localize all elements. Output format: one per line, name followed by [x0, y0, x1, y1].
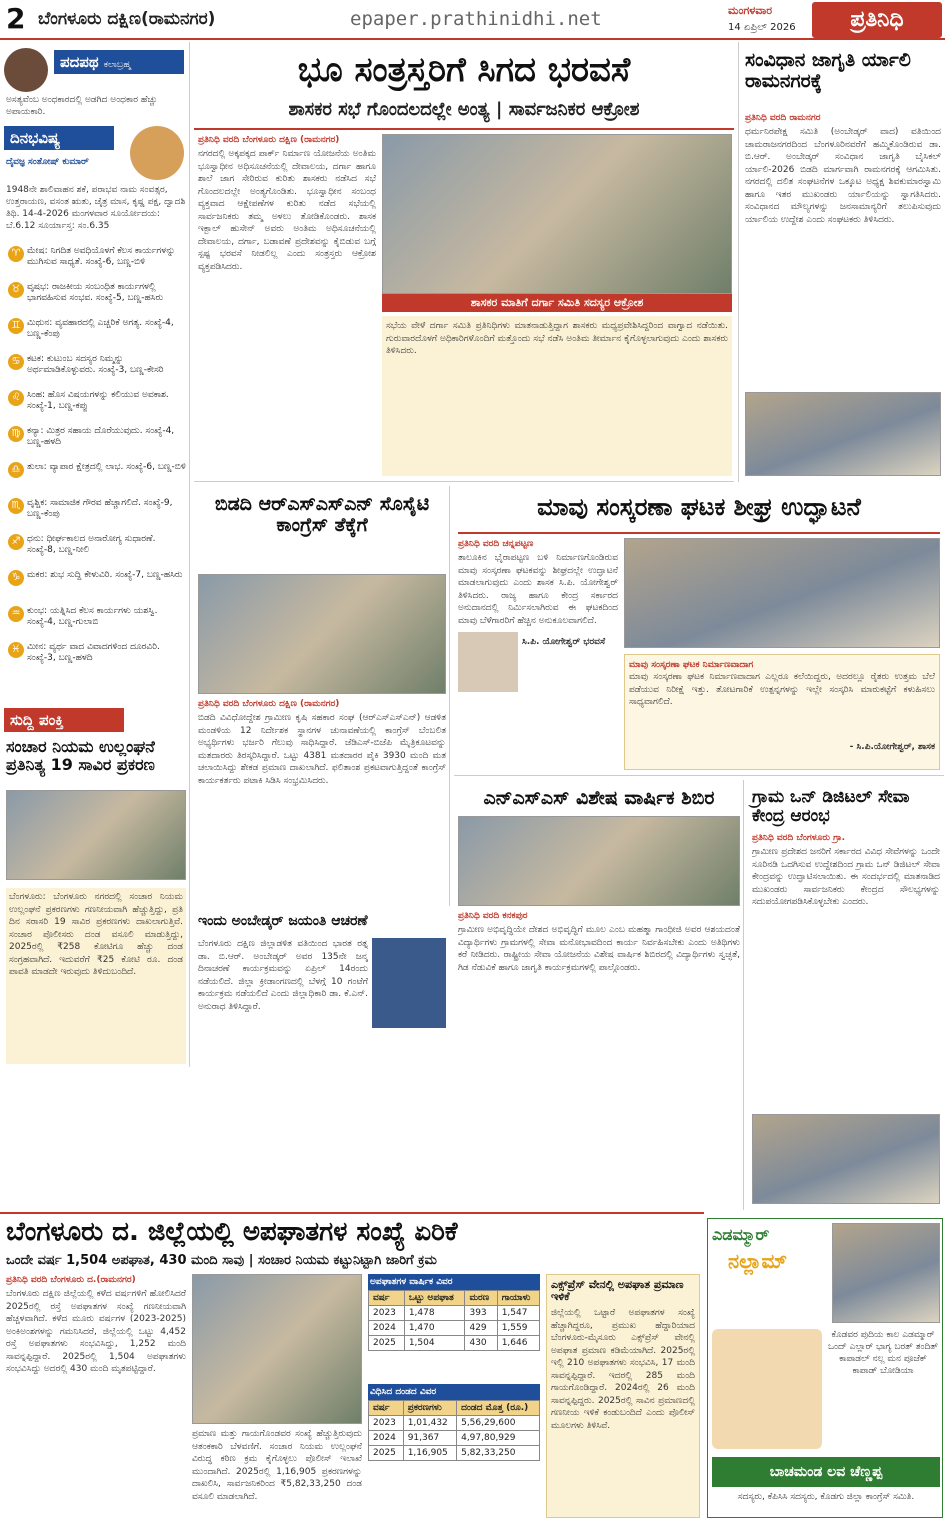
- sign-text: ಧನು: ಧೀರ್ಘಕಾಲದ ಅನಾರೋಗ್ಯ ಸುಧಾರಣೆ. ಸಂಖ್ಯೆ-8, ಬಣ್ಣ-ನೀಲಿ: [27, 534, 156, 555]
- zodiac-icon: ♒: [8, 606, 24, 622]
- rally-photo: [745, 392, 941, 476]
- page-number: 2: [6, 2, 26, 35]
- table-cell: 430: [465, 1336, 497, 1351]
- mavu-headline: ಮಾವು ಸಂಸ್ಕರಣಾ ಘಟಕ ಶೀಘ್ರ ಉದ್ಘಾಟನೆ: [537, 493, 861, 521]
- accident-headline: ಬೆಂಗಳೂರು ದ. ಜಿಲ್ಲೆಯಲ್ಲಿ ಅಪಘಾತಗಳ ಸಂಖ್ಯೆ ಏರಿಕೆ: [6, 1217, 458, 1247]
- sign-text: ಸಿಂಹ: ಹೊಸ ವಿಷಯಗಳನ್ನು ಕಲಿಯುವ ಅವಕಾಶ. ಸಂಖ್ಯೆ-1, ಬಣ್ಣ-ಕಪ್ಪು: [27, 390, 169, 411]
- sign-item: [8, 606, 186, 634]
- zodiac-icon: ♑: [8, 570, 24, 586]
- annual-table: [368, 1290, 540, 1351]
- section-title: ಬೆಂಗಳೂರು ದಕ್ಷಿಣ(ರಾಮನಗರ): [38, 9, 216, 29]
- sign-item: [8, 426, 186, 454]
- sign-text: ವೃಷಭ: ರಾಜಕೀಯ ಸಂಬಂಧಿತ ಕಾರ್ಯಗಳಲ್ಲಿ ಭಾಗವಹಿಸುವ ಸಂಭವ. ಸಂಖ್ಯೆ-5, ಬಣ್ಣ-ಹಸಿರು: [27, 282, 164, 303]
- nss-photo: [458, 816, 740, 906]
- mavu-quote-author: - ಸಿ.ಪಿ.ಯೋಗೇಶ್ವರ್, ಶಾಸಕ: [849, 742, 935, 752]
- zodiac-icon: ♍: [8, 426, 24, 442]
- nss-headline: ಎನ್‌ಎಸ್‌ಎಸ್ ವಿಶೇಷ ವಾರ್ಷಿಕ ಶಿಬಿರ: [483, 787, 715, 809]
- table-cell: 5,56,29,600: [457, 1416, 540, 1431]
- table-header-cell: ಪ್ರಕರಣಗಳು: [403, 1401, 456, 1416]
- panchanga-info: 1948ನೇ ಶಾಲಿವಾಹನ ಶಕೆ, ಪರಾಭವ ನಾಮ ಸಂವತ್ಸರ, ಉತ್ತರಾಯಣ, ವಸಂತ ಋತು, ಚೈತ್ರ ಮಾಸ, ಕೃಷ್ಣ ಪಕ್ಷ, ದ್ವಾದಶಿ ತಿಥಿ. 14-4-2026 ಮಂಗಳವಾರ ಸೂರ್ಯೋದಯ: ಬೆ.6.12 ಸೂರ್ಯಾಸ್ತ: ಸಂ.6.35: [6, 185, 186, 231]
- table-row: [369, 1446, 540, 1461]
- sign-text: ವೃಶ್ಚಿಕ: ಸಾಮಾಜಿಕ ಗೌರವ ಹೆಚ್ಚಾಗಲಿದೆ. ಸಂಖ್ಯೆ-9, ಬಣ್ಣ-ಕೆಂಪು: [27, 498, 173, 519]
- avatar: [4, 48, 48, 92]
- advertisement[interactable]: [707, 1218, 943, 1518]
- bidadi-body: ಬಿಡದಿ ವಿವಿಧೋದ್ದೇಶ ಗ್ರಾಮೀಣ ಕೃಷಿ ಸಹಕಾರ ಸಂಘ (ಆರ್‌ಎಸ್‌ಎಸ್‌ಎನ್) ಆಡಳಿತ ಮಂಡಳಿಯ 12 ನಿರ್ದೇಶಕ ಸ್ಥಾನಗಳ ಚುನಾವಣೆಯಲ್ಲಿ ಕಾಂಗ್ರೆಸ್ ಬೆಂಬಲಿತ ಅಭ್ಯರ್ಥಿಗಳು ಭರ್ಜರಿ ಗೆಲುವು ಸಾಧಿಸಿದ್ದಾರೆ. ಜೆಡಿಎಸ್-ಬಿಜೆಪಿ ಮೈತ್ರಿಕೂಟವನ್ನು ಮತದಾರರು ತಿರಸ್ಕರಿಸಿದ್ದಾರೆ. ಒಟ್ಟು 4381 ಮತದಾರರ ಪೈಕಿ 3930 ಮಂದಿ ಮತ ಚಲಾಯಿಸಿದ್ದು ಶೇಕಡ ಪ್ರಮಾಣ ದಾಖಲಾಗಿದೆ. ಫಲಿತಾಂಶ ಪ್ರಕಟವಾಗುತ್ತಿದ್ದಂತೆ ಕಾಂಗ್ರೆಸ್ ಕಾರ್ಯಕರ್ತರು ಪಟಾಕಿ ಸಿಡಿಸಿ ಸಂಭ್ರಮಿಸಿದರು.: [198, 713, 446, 786]
- mavu-quote: ಮಾವು ಸಂಸ್ಕರಣಾ ಘಟಕ ನಿರ್ಮಾಣವಾದಾಗ ಎಲ್ಲರೂ ಕಲೆಯಿದ್ದರು, ಅದರಲ್ಲೂ ರೈತರು ಉತ್ತಮ ಬೆಲೆ ಪಡೆಯುವ ನಿರೀಕ್ಷೆ ಇತ್ತು. ತೋಟಗಾರಿಕೆ ಉತ್ಪನ್ನಗಳನ್ನು ಇಲ್ಲೇ ಸಂಸ್ಕರಿಸಿ ಮಾರುಕಟ್ಟೆಗೆ ಕಳುಹಿಸಲು ಸಾಧ್ಯವಾಗಲಿದೆ.: [629, 672, 935, 707]
- expressway-title: ಎಕ್ಸ್‌ಪ್ರೆಸ್ ವೇನಲ್ಲಿ ಅಪಘಾತ ಪ್ರಮಾಣ ಇಳಿಕೆ: [551, 1278, 684, 1304]
- table-cell: 1,646: [497, 1336, 539, 1351]
- table-cell: 393: [465, 1306, 497, 1321]
- bidadi-headline: ಬಿಡದಿ ಆರ್‌ಎಸ್‌ಎಸ್‌ಎನ್ ಸೊಸೈಟಿ ಕಾಂಗ್ರೆಸ್ ತೆಕ್ಕೆಗೆ: [214, 493, 430, 536]
- zodiac-icon: ♋: [8, 354, 24, 370]
- padapatha-text: ಅಸತ್ಯವೆಂಬ ಅಂಧಕಾರದಲ್ಲಿ ಅಡಗಿದ ಅಂಧಕಾರ ಹೆಚ್ಚು ಅಪಾಯಕಾರಿ.: [6, 95, 158, 117]
- table-row: [369, 1306, 540, 1321]
- table-row: [369, 1321, 540, 1336]
- sign-item: [8, 570, 186, 598]
- table-cell: 2024: [369, 1431, 404, 1446]
- accident-subhead: ಒಂದೇ ವರ್ಷ 1,504 ಅಪಘಾತ, 430 ಮಂದಿ ಸಾವು | ಸಂಚಾರ ನಿಯಮ ಕಟ್ಟುನಿಟ್ಟಾಗಿ ಜಾರಿಗೆ ಕ್ರಮ: [6, 1253, 437, 1268]
- lead-byline: ಪ್ರತಿನಿಧಿ ವರದಿ ಬೆಂಗಳೂರು ದಕ್ಷಿಣ (ರಾಮನಗರ): [198, 135, 340, 145]
- left-column: [0, 42, 190, 1067]
- sign-text: ಕುಂಭ: ಯತ್ನಿಸಿದ ಕೆಲಸ ಕಾರ್ಯಗಳು ಯಶಸ್ವಿ. ಸಂಖ್ಯೆ-4, ಬಣ್ಣ-ಗುಲಾಬಿ: [27, 606, 158, 627]
- sign-text: ಮೀನ: ವ್ಯರ್ಥ ವಾದ ವಿವಾದಗಳಿಂದ ದೂರವಿರಿ. ಸಂಖ್ಯೆ-3, ಬಣ್ಣ-ಹಳದಿ: [27, 642, 160, 663]
- mavu-byline: ಪ್ರತಿನಿಧಿ ವರದಿ ಚನ್ನಪಟ್ಟಣ: [458, 539, 534, 549]
- yogeshwar-photo: [458, 632, 518, 692]
- suddi-box: [0, 708, 190, 1068]
- padapatha-subtitle: ಕಲಾಬ್ರಹ್ಮ: [103, 60, 131, 70]
- table-cell: 1,16,905: [403, 1446, 456, 1461]
- ambedkar-story: [194, 910, 450, 1210]
- table-cell: 2023: [369, 1416, 404, 1431]
- ad-name: ಬಾಚಮಂಡ ಲವ ಚೆಣ್ಣಪ್ಪ: [712, 1457, 940, 1487]
- samvidhana-body: ಧರ್ಮನಿರಪೇಕ್ಷ ಸಮಿತಿ (ಅಂಬೇಡ್ಕರ್ ವಾದ) ವತಿಯಿಂದ ಚಾಮರಾಜನಗರದಿಂದ ಬೆಂಗಳೂರಿನವರೆಗೆ ಹಮ್ಮಿಕೊಂಡಿರುವ ಡಾ. ಬಿ.ಆರ್. ಅಂಬೇಡ್ಕರ್ ಸಂವಿಧಾನ ಜಾಗೃತಿ ಬೈಸಿಕಲ್ ರ್ಯಾಲಿ-2026 ಬಿಡದಿ ಮಾರ್ಗವಾಗಿ ರಾಮನಗರಕ್ಕೆ ಆಗಮಿಸಿತು. ನಗರದಲ್ಲಿ ದಲಿತ ಸಂಘಟನೆಗಳ ಒಕ್ಕೂಟ ಅಧ್ಯಕ್ಷ ಶಿವಕುಮಾರಸ್ವಾಮಿ ಹಾಗೂ ಇತರ ಮುಖಂಡರು ರ್ಯಾಲಿಯನ್ನು ಸ್ವಾಗತಿಸಿದರು. ಸಂವಿಧಾನದ ಮೌಲ್ಯಗಳನ್ನು ಜನಸಾಮಾನ್ಯರಿಗೆ ತಲುಪಿಸುವುದು ರ್ಯಾಲಿಯ ಉದ್ದೇಶ ಎಂದು ಸಂಘಟಕರು ತಿಳಿಸಿದರು.: [745, 127, 941, 225]
- grama-byline: ಪ್ರತಿನಿಧಿ ವರದಿ ಬೆಂಗಳೂರು ಗ್ರಾ.: [752, 833, 845, 843]
- table-cell: 1,547: [497, 1306, 539, 1321]
- mavu-quote-title: ಮಾವು ಸಂಸ್ಕರಣಾ ಘಟಕ ನಿರ್ಮಾಣವಾದಾಗ: [629, 660, 754, 670]
- expressway-body: ಜಿಲ್ಲೆಯಲ್ಲಿ ಒಟ್ಟಾರೆ ಅಪಘಾತಗಳ ಸಂಖ್ಯೆ ಹೆಚ್ಚಾಗಿದ್ದರೂ, ಪ್ರಮುಖ ಹೆದ್ದಾರಿಯಾದ ಬೆಂಗಳೂರು-ಮೈಸೂರು ಎಕ್ಸ್‌ಪ್ರೆಸ್ ವೇನಲ್ಲಿ ಅಪಘಾತ ಪ್ರಮಾಣ ಕಡಿಮೆಯಾಗಿದೆ. 2025ರಲ್ಲಿ ಇಲ್ಲಿ 210 ಅಪಘಾತಗಳು ಸಂಭವಿಸಿ, 17 ಮಂದಿ ಸಾವನ್ನಪ್ಪಿದ್ದಾರೆ. ಇದರಲ್ಲಿ 285 ಮಂದಿ ಗಾಯಗೊಂಡಿದ್ದಾರೆ. 2024ರಲ್ಲಿ 26 ಮಂದಿ ಸಾವನ್ನಪ್ಪಿದ್ದರು. 2025ರಲ್ಲಿ ಸಾವಿನ ಪ್ರಮಾಣದಲ್ಲಿ ಗಣನೀಯ ಇಳಿಕೆ ಕಂಡುಬಂದಿದೆ ಎಂದು ಪೊಲೀಸ್ ಮೂಲಗಳು ತಿಳಿಸಿವೆ.: [551, 1308, 695, 1431]
- day: ಮಂಗಳವಾರ: [728, 4, 773, 17]
- zodiac-icon: ♓: [8, 642, 24, 658]
- samvidhana-byline: ಪ್ರತಿನಿಧಿ ವರದಿ ರಾಮನಗರ: [745, 113, 821, 123]
- table-cell: 1,470: [404, 1321, 465, 1336]
- samvidhana-headline: ಸಂವಿಧಾನ ಜಾಗೃತಿ ರ್ಯಾಲಿ ರಾಮನಗರಕ್ಕೆ: [745, 49, 911, 92]
- table-row: [369, 1416, 540, 1431]
- table-row: [369, 1431, 540, 1446]
- fine-table: [368, 1400, 540, 1461]
- mavu-photo: [624, 538, 940, 648]
- sign-text: ಕಟಕ: ಕುಟುಂಬ ಸದಸ್ಯರ ನಿಮ್ಮನ್ನು ಅರ್ಥಮಾಡಿಕೊಳ್ಳುವರು. ಸಂಖ್ಯೆ-3, ಬಣ್ಣ-ಕೇಸರಿ: [27, 354, 164, 375]
- padapatha-box: [0, 42, 190, 122]
- lead-story: [194, 42, 734, 482]
- sign-text: ಮೇಷ: ನಿಗದಿತ ಅವಧಿಯೊಳಗೆ ಕೆಲಸ ಕಾರ್ಯಗಳನ್ನು ಮುಗಿಸುವ ಸಾಧ್ಯತೆ. ಸಂಖ್ಯೆ-6, ಬಣ್ಣ-ಬಿಳಿ: [27, 246, 176, 267]
- dinabhavishya-box: [0, 124, 190, 744]
- sign-text: ಮಕರ: ಶುಭ ಸುದ್ದಿ ಕೇಳುವಿರಿ. ಸಂಖ್ಯೆ-7, ಬಣ್ಣ-ಹಸಿರು: [27, 570, 183, 580]
- zodiac-icon: ♊: [8, 318, 24, 334]
- annual-table-title: ಅಪಘಾತಗಳ ವಾರ್ಷಿಕ ವಿವರ: [368, 1274, 540, 1290]
- grama-headline: ಗ್ರಾಮ ಒನ್ ಡಿಜಿಟಲ್ ಸೇವಾ ಕೇಂದ್ರ ಆರಂಭ: [752, 787, 910, 826]
- table-header-cell: ದಂಡದ ಮೊತ್ತ (ರೂ.): [457, 1401, 540, 1416]
- ambedkar-body: ಬೆಂಗಳೂರು ದಕ್ಷಿಣ ಜಿಲ್ಲಾಡಳಿತ ವತಿಯಿಂದ ಭಾರತ ರತ್ನ ಡಾ. ಬಿ.ಆರ್. ಅಂಬೇಡ್ಕರ್ ಅವರ 135ನೇ ಜನ್ಮ ದಿನಾಚರಣೆ ಕಾರ್ಯಕ್ರಮವನ್ನು ಏಪ್ರಿಲ್ 14ರಂದು ನಡೆಯಲಿದೆ. ಜಿಲ್ಲಾ ಕ್ರೀಡಾಂಗಣದಲ್ಲಿ ಬೆಳಗ್ಗೆ 10 ಗಂಟೆಗೆ ಕಾರ್ಯಕ್ರಮ ನಡೆಯಲಿದೆ ಎಂದು ಜಿಲ್ಲಾಧಿಕಾರಿ ಡಾ. ಕೆ.ಎನ್. ಅನುರಾಧ ತಿಳಿಸಿದ್ದಾರೆ.: [198, 939, 368, 1012]
- zodiac-icon: ♈: [8, 246, 24, 262]
- sign-item: [8, 354, 186, 382]
- fine-table-box: [368, 1384, 540, 1461]
- zodiac-icon: ♌: [8, 390, 24, 406]
- zodiac-icon: ♉: [8, 282, 24, 298]
- date: 14 ಏಪ್ರಿಲ್ 2026: [728, 22, 796, 33]
- zodiac-icon: ♎: [8, 462, 24, 478]
- astrologer-name: ದೈವಜ್ಞ ಸಂತೋಷ್ ಕುಮಾರ್: [6, 157, 89, 167]
- traffic-photo: [6, 790, 186, 880]
- mavu-story: [454, 486, 944, 776]
- table-header-cell: ಗಾಯಾಳು: [497, 1291, 539, 1306]
- grama-photo: [752, 1114, 940, 1204]
- accident-byline: ಪ್ರತಿನಿಧಿ ವರದಿ ಬೆಂಗಳೂರು ದ.(ರಾಮನಗರ): [6, 1275, 136, 1285]
- lead-headline: ಭೂ ಸಂತ್ರಸ್ತರಿಗೆ ಸಿಗದ ಭರವಸೆ: [297, 50, 631, 90]
- annual-table-box: [368, 1274, 540, 1351]
- accident-illustration: [192, 1274, 362, 1424]
- lead-photo-caption: ಶಾಸಕರ ಮಾತಿಗೆ ದರ್ಗಾ ಸಮಿತಿ ಸದಸ್ಯರ ಆಕ್ರೋಶ: [382, 294, 732, 312]
- masthead-logo[interactable]: ಪ್ರತಿನಿಧಿ: [812, 2, 942, 38]
- sign-item: [8, 390, 186, 418]
- table-cell: 2025: [369, 1336, 405, 1351]
- ad-photo: [832, 1223, 940, 1323]
- astrologer-photo: [130, 126, 184, 180]
- table-cell: 4,97,80,929: [457, 1431, 540, 1446]
- dinabhavishya-title: ದಿನಭವಿಷ್ಯ: [4, 126, 114, 150]
- lead-body-2: ಸಭೆಯ ವೇಳೆ ದರ್ಗಾ ಸಮಿತಿ ಪ್ರತಿನಿಧಿಗಳು ಮಾತನಾಡುತ್ತಿದ್ದಾಗ ಶಾಸಕರು ಮಧ್ಯಪ್ರವೇಶಿಸಿದ್ದರಿಂದ ವಾಗ್ವಾದ ನಡೆಯಿತು. ಗುರುವಾರದೊಳಗೆ ಅಧಿಕಾರಿಗಳೊಂದಿಗೆ ಮತ್ತೊಂದು ಸಭೆ ನಡೆಸಿ ಅಂತಿಮ ತೀರ್ಮಾನ ಕೈಗೊಳ್ಳಲಾಗುವುದು ಎಂದು ಶಾಸಕರು ತಿಳಿಸಿದರು.: [382, 316, 732, 476]
- accident-story: [0, 1212, 704, 1519]
- ad-title-top: ಎಡಮ್ಮಾರ್: [712, 1225, 770, 1244]
- bidadi-photo: [198, 574, 446, 694]
- sign-text: ಮಿಥುನ: ವ್ಯವಹಾರದಲ್ಲಿ ಎಚ್ಚರಿಕೆ ಅಗತ್ಯ. ಸಂಖ್ಯೆ-4, ಬಣ್ಣ-ಕೆಂಪು: [27, 318, 174, 339]
- table-header-cell: ವರ್ಷ: [369, 1291, 405, 1306]
- fine-table-title: ವಿಧಿಸಿದ ದಂಡದ ವಿವರ: [368, 1384, 540, 1400]
- lead-body: ನಗರದಲ್ಲಿ ಅಕ್ಕಪಕ್ಕದ ಪಾರ್ಕ್ ನಿರ್ಮಾಣ ಯೋಜನೆಯ ಅಂತಿಮ ಭೂಸ್ವಾಧೀನ ಅಧಿಸೂಚನೆಯಲ್ಲಿ ದೇವಾಲಯ, ದರ್ಗಾ ಹಾಗೂ ಶಾಲೆ ಜಾಗ ಸೇರಿರುವ ಕುರಿತು ಶಾಸಕರು ನಡೆಸಿದ ಸಭೆ ಗೊಂದಲದಲ್ಲೇ ಅಂತ್ಯಗೊಂಡಿತು. ಭೂಸ್ವಾಧೀನ ಸಂಬಂಧ ವ್ಯಕ್ತವಾದ ಆಕ್ಷೇಪಣೆಗಳ ಕುರಿತು ನಡೆದ ಸಭೆಯಲ್ಲಿ ಸಾರ್ವಜನಿಕರು ತಮ್ಮ ಅಳಲು ತೋಡಿಕೊಂಡರು. ಶಾಸಕ ಇಕ್ಬಾಲ್ ಹುಸೇನ್ ಅವರು ಅಂತಿಮ ಅಧಿಸೂಚನೆಯಲ್ಲಿ ದೇವಾಲಯ, ದರ್ಗಾ, ಬಡಾವಣೆ ಪ್ರದೇಶವನ್ನು ಕೈಬಿಡುವ ಬಗ್ಗೆ ಸ್ಪಷ್ಟ ಭರವಸೆ ನೀಡಲಿಲ್ಲ ಎಂದು ಸಂತ್ರಸ್ತರು ಆಕ್ರೋಶ ವ್ಯಕ್ತಪಡಿಸಿದರು.: [198, 149, 376, 272]
- sign-item: [8, 498, 186, 526]
- table-header-cell: ಮರಣ: [465, 1291, 497, 1306]
- grama-body: ಗ್ರಾಮೀಣ ಪ್ರದೇಶದ ಜನರಿಗೆ ಸರ್ಕಾರದ ವಿವಿಧ ಸೇವೆಗಳನ್ನು ಒಂದೇ ಸೂರಿನಡಿ ಒದಗಿಸುವ ಉದ್ದೇಶದಿಂದ ಗ್ರಾಮ ಒನ್ ಡಿಜಿಟಲ್ ಸೇವಾ ಕೇಂದ್ರವನ್ನು ಉದ್ಘಾಟಿಸಲಾಯಿತು. ಈ ಸಂದರ್ಭದಲ್ಲಿ ಮಾತನಾಡಿದ ಮುಖಂಡರು ಸಾರ್ವಜನಿಕರು ಕೇಂದ್ರದ ಸೌಲಭ್ಯಗಳನ್ನು ಸದುಪಯೋಗಪಡಿಸಿಕೊಳ್ಳಬೇಕು ಎಂದರು.: [752, 847, 940, 907]
- table-header-cell: ವರ್ಷ: [369, 1401, 404, 1416]
- table-cell: 1,504: [404, 1336, 465, 1351]
- suddi-body: ಬೆಂಗಳೂರು: ಬೆಂಗಳೂರು ನಗರದಲ್ಲಿ ಸಂಚಾರ ನಿಯಮ ಉಲ್ಲಂಘನೆ ಪ್ರಕರಣಗಳು ಗಣನೀಯವಾಗಿ ಹೆಚ್ಚುತ್ತಿದ್ದು, ಪ್ರತಿ ದಿನ ಸರಾಸರಿ 19 ಸಾವಿರ ಪ್ರಕರಣಗಳು ದಾಖಲಾಗುತ್ತಿವೆ. ಸಂಚಾರ ಪೊಲೀಸರು ದಂಡ ವಸೂಲಿ ಮಾಡುತ್ತಿದ್ದು, 2025ರಲ್ಲಿ ₹258 ಕೋಟಿಗೂ ಹೆಚ್ಚು ದಂಡ ಸಂಗ್ರಹವಾಗಿದೆ. ಇದುವರೆಗೆ ₹25 ಕೋಟಿ ರೂ. ದಂಡ ಪಾವತಿ ಮಾಡದೇ ಇರುವುದು ತಿಳಿದುಬಂದಿದೆ.: [6, 888, 186, 1064]
- lead-subhead: ಶಾಸಕರ ಸಭೆ ಗೊಂದಲದಲ್ಲೇ ಅಂತ್ಯ | ಸಾರ್ವಜನಿಕರ ಆಕ್ರೋಶ: [288, 99, 640, 120]
- ad-designation: ಸದಸ್ಯರು, ಕೆಪಿಸಿಸಿ ಸದಸ್ಯರು, ಕೊಡಗು ಜಿಲ್ಲಾ ಕಾಂಗ್ರೆಸ್ ಸಮಿತಿ.: [737, 1492, 915, 1502]
- table-cell: 2024: [369, 1321, 405, 1336]
- ad-title-bottom: ನಲ್ಲಾಮ್: [728, 1249, 788, 1273]
- zodiac-icon: ♏: [8, 498, 24, 514]
- table-header-row: [369, 1291, 540, 1306]
- sign-text: ಕನ್ಯಾ: ಮಿತ್ರರ ಸಹಾಯ ದೊರೆಯುವುದು. ಸಂಖ್ಯೆ-4, ಬಣ್ಣ-ಹಳದಿ: [27, 426, 175, 447]
- sign-item: [8, 642, 186, 670]
- sign-item: [8, 246, 186, 274]
- sign-item: [8, 318, 186, 346]
- ambedkar-photo: [372, 938, 446, 1028]
- accident-body-2: ಪ್ರಮಾಣ ಮತ್ತು ಗಾಯಗೊಂಡವರ ಸಂಖ್ಯೆ ಹೆಚ್ಚುತ್ತಿರುವುದು ಆತಂಕಕಾರಿ ಬೆಳವಣಿಗೆ. ಸಂಚಾರ ನಿಯಮ ಉಲ್ಲಂಘನೆ ವಿರುದ್ಧ ಕಠಿಣ ಕ್ರಮ ಕೈಗೊಳ್ಳಲು ಪೊಲೀಸ್ ಇಲಾಖೆ ಮುಂದಾಗಿದೆ. 2025ರಲ್ಲಿ 1,16,905 ಪ್ರಕರಣಗಳನ್ನು ದಾಖಲಿಸಿ, ಸಾರ್ವಜನಿಕರಿಂದ ₹5,82,33,250 ದಂಡ ವಸೂಲಿ ಮಾಡಲಾಗಿದೆ.: [192, 1429, 362, 1502]
- grama-story: [748, 780, 944, 1210]
- sign-text: ತುಲಾ: ವ್ಯಾಪಾರ ಕ್ಷೇತ್ರದಲ್ಲಿ ಲಾಭ. ಸಂಖ್ಯೆ-6, ಬಣ್ಣ-ಬಿಳಿ: [27, 462, 186, 472]
- epaper-url[interactable]: epaper.prathinidhi.net: [350, 8, 602, 30]
- sign-item: [8, 282, 186, 310]
- table-row: [369, 1336, 540, 1351]
- suddi-title: ಸುದ್ದಿ ಪಂಕ್ತಿ: [4, 708, 124, 732]
- zodiac-icon: ♐: [8, 534, 24, 550]
- table-cell: 429: [465, 1321, 497, 1336]
- ad-slogan: ಕೊಡವರ ಪುದಿಯ ಕಾಲ ಎಡಮ್ಮಾರ್ ಒಂದ್ ಎಲ್ಲಾರ್ ಭಾಗ್ಯ ಬರತ್ ತಂದಿತ್ ಕಾಪಾಡಲ್ ನಲ್ಲ ಮನ ಪೂಜೆಕ್ ಕಾಪಾಡ್ ಬೋಡಿಯಾ: [828, 1330, 938, 1376]
- sign-item: [8, 462, 186, 490]
- nss-body: ಗ್ರಾಮೀಣ ಅಭಿವೃದ್ಧಿಯೇ ದೇಶದ ಅಭಿವೃದ್ಧಿಗೆ ಮೂಲ ಎಂಬ ಮಹತ್ಮಾ ಗಾಂಧೀಜಿ ಅವರ ಆಶಯದಂತೆ ವಿದ್ಯಾರ್ಥಿಗಳು ಗ್ರಾಮಗಳಲ್ಲಿ ಸೇವಾ ಮನೋಭಾವದಿಂದ ಕಾರ್ಯ ನಿರ್ವಹಿಸಬೇಕು ಎಂದು ಅತಿಥಿಗಳು ಕರೆ ನೀಡಿದರು. ರಾಷ್ಟ್ರೀಯ ಸೇವಾ ಯೋಜನೆಯ ವಿಶೇಷ ವಾರ್ಷಿಕ ಶಿಬಿರದಲ್ಲಿ ವಿದ್ಯಾರ್ಥಿಗಳು ಸ್ವಚ್ಛತೆ, ಗಿಡ ನೆಡುವಿಕೆ ಹಾಗೂ ಜಾಗೃತಿ ಕಾರ್ಯಕ್ರಮಗಳಲ್ಲಿ ಪಾಲ್ಗೊಂಡರು.: [458, 925, 740, 973]
- suddi-headline: ಸಂಚಾರ ನಿಯಮ ಉಲ್ಲಂಘನೆ ಪ್ರತಿನಿತ್ಯ 19 ಸಾವಿರ ಪ್ರಕರಣ: [6, 737, 155, 774]
- ambedkar-headline: ಇಂದು ಅಂಬೇಡ್ಕರ್ ಜಯಂತಿ ಆಚರಣೆ: [198, 913, 368, 929]
- lead-photo: [382, 134, 732, 294]
- table-header-row: [369, 1401, 540, 1416]
- table-header-cell: ಒಟ್ಟು ಅಪಘಾತ: [404, 1291, 465, 1306]
- bidadi-byline: ಪ್ರತಿನಿಧಿ ವರದಿ ಬೆಂಗಳೂರು ದಕ್ಷಿಣ (ರಾಮನಗರ): [198, 699, 340, 709]
- padapatha-title-text: ಪದಪಥ: [60, 53, 99, 71]
- accident-body: ಬೆಂಗಳೂರು ದಕ್ಷಿಣ ಜಿಲ್ಲೆಯಲ್ಲಿ ಕಳೆದ ವರ್ಷಗಳಿಗೆ ಹೋಲಿಸಿದರೆ 2025ರಲ್ಲಿ ರಸ್ತೆ ಅಪಘಾತಗಳ ಸಂಖ್ಯೆ ಗಣನೀಯವಾಗಿ ಹೆಚ್ಚಳವಾಗಿದೆ. ಕಳೆದ ಮೂರು ವರ್ಷಗಳ (2023-2025) ಅಂಕಿಅಂಶಗಳನ್ನು ಗಮನಿಸಿದರೆ, ಜಿಲ್ಲೆಯಲ್ಲಿ ಒಟ್ಟು 4,452 ರಸ್ತೆ ಅಪಘಾತಗಳು ಸಂಭವಿಸಿದ್ದು, 1,252 ಮಂದಿ ಸಾವನ್ನಪ್ಪಿದ್ದಾರೆ. 2025ರಲ್ಲಿ 1,504 ಅಪಘಾತಗಳು ಸಂಭವಿಸಿದ್ದು ಅದರಲ್ಲಿ 430 ಮಂದಿ ಮೃತಪಟ್ಟಿದ್ದಾರೆ.: [6, 1289, 186, 1374]
- padapatha-title: [54, 50, 184, 74]
- table-cell: 2023: [369, 1306, 405, 1321]
- bidadi-story: [194, 486, 450, 906]
- mavu-photo-caption: ಸಿ.ಪಿ. ಯೋಗೇಶ್ವರ್ ಭರವಸೆ: [522, 637, 606, 647]
- table-cell: 1,559: [497, 1321, 539, 1336]
- mavu-quote-box: [624, 654, 940, 770]
- table-cell: 5,82,33,250: [457, 1446, 540, 1461]
- table-cell: 1,01,432: [403, 1416, 456, 1431]
- nss-byline: ಪ್ರತಿನಿಧಿ ವರದಿ ಕನಕಪುರ: [458, 911, 528, 921]
- table-cell: 1,478: [404, 1306, 465, 1321]
- page-header: [0, 0, 945, 40]
- table-cell: 2025: [369, 1446, 404, 1461]
- nss-story: [454, 780, 744, 1210]
- sign-item: [8, 534, 186, 562]
- expressway-box: [546, 1274, 700, 1518]
- ad-candidate-photo: [712, 1329, 822, 1449]
- samvidhana-story: [738, 42, 944, 482]
- table-cell: 91,367: [403, 1431, 456, 1446]
- mavu-body: ತಾಲೂಕಿನ ಭೈರಾಪಟ್ಟಣ ಬಳಿ ನಿರ್ಮಾಣಗೊಂಡಿರುವ ಮಾವು ಸಂಸ್ಕರಣಾ ಘಟಕವನ್ನು ಶೀಘ್ರದಲ್ಲೇ ಉದ್ಘಾಟನೆ ಮಾಡಲಾಗುವುದು ಎಂದು ಶಾಸಕ ಸಿ.ಪಿ. ಯೋಗೇಶ್ವರ್ ತಿಳಿಸಿದರು. ರಾಜ್ಯ ಹಾಗೂ ಕೇಂದ್ರ ಸರ್ಕಾರದ ಅನುದಾನದಲ್ಲಿ ನಿರ್ಮಿಸಲಾಗಿರುವ ಈ ಘಟಕದಿಂದ ಮಾವು ಬೆಳೆಗಾರರಿಗೆ ಹೆಚ್ಚಿನ ಅನುಕೂಲವಾಗಲಿದೆ.: [458, 553, 618, 626]
